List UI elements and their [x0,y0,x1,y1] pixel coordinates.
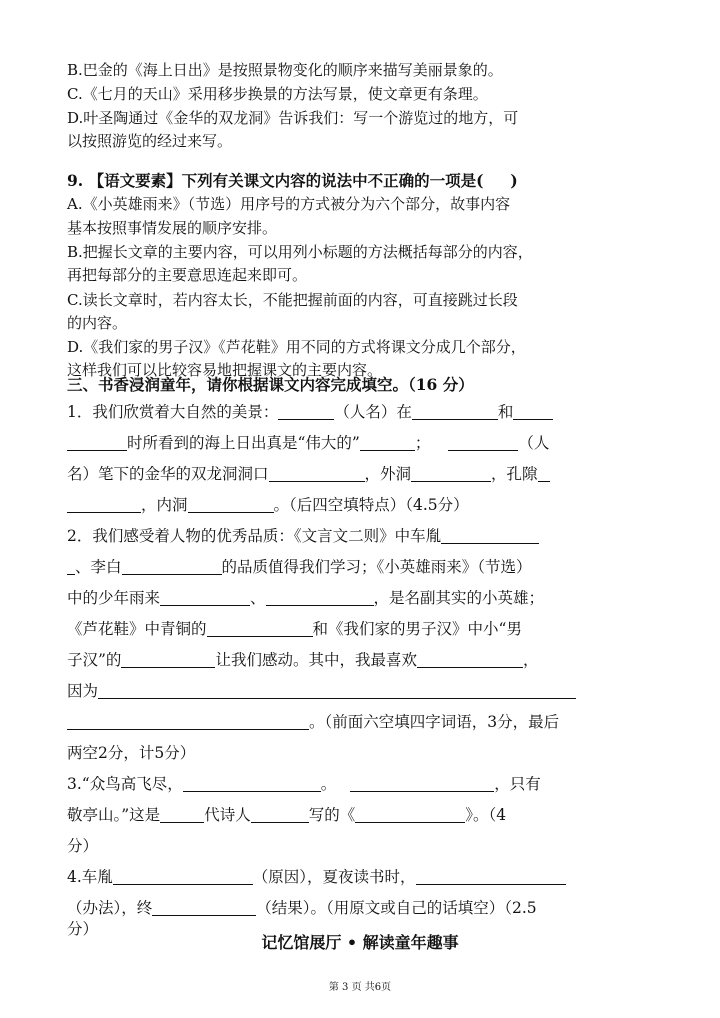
fill-q4-line2: （办法），终 （结果）。（用原文或自己的话填空）（2.5 [67,899,537,917]
blank[interactable] [412,403,498,420]
blank[interactable] [448,434,518,451]
fill-q2-line5: 子汉”的 让我们感动。其中，我最喜欢 ， [67,651,539,669]
fill-q4-line1: 4.车胤 （原因），夏夜读书时， [67,866,667,888]
option-d-prev: D.叶圣陶通过《金华的双龙洞》告诉我们：写一个游览过的地方，可 [67,109,519,127]
fill-q2-line4: 《芦花鞋》中青铜的 和《我们家的男子汉》中小“男 [67,620,522,638]
blank[interactable] [152,899,256,916]
blank[interactable] [160,806,204,823]
fill-q1-line4: ，内洞 。（后四空填特点）（4.5分） [67,494,667,516]
blank[interactable] [183,775,321,792]
q9-option-a: A.《小英雄雨来》（节选）用序号的方式被分为六个部分，故事内容 [67,195,511,213]
blank[interactable] [67,496,141,513]
blank[interactable] [67,434,127,451]
blank[interactable] [513,403,553,420]
fill-q2-line3: 中的少年雨来 、 ，是名副其实的小英雄； [67,589,545,607]
section3-heading: 三、书香浸润童年，请你根据课文内容完成填空。（16 分） [67,375,474,394]
blank[interactable] [160,589,250,606]
option-d-prev-cont: 以按照游览的经过来写。 [67,132,233,150]
fill-q1-line3: 名）笔下的金华的双龙洞洞口 ，外洞 ，孔隙 [67,463,667,485]
fill-q2-line6: 因为 [67,680,667,702]
blank[interactable] [121,651,215,668]
q9-title: 9. 【语文要素】下列有关课文内容的说法中不正确的一项是( ) [67,171,518,190]
blank[interactable] [251,806,309,823]
fill-q4-line3: 分） [67,920,99,938]
blank[interactable] [122,558,222,575]
fill-q1-line1: 1．我们欣赏着大自然的美景： （人名）在 和 [67,401,667,423]
blank[interactable] [98,682,576,699]
fill-q2-line1: 2．我们感受着人物的优秀品质：《文言文二则》中车胤 [67,525,667,547]
blank[interactable] [266,589,374,606]
fill-q1-line2: 时所看到的海上日出真是“伟大的” ； （人 [67,432,667,454]
q9-option-a-cont: 基本按照事情发展的顺序安排。 [67,219,278,237]
section-footer-title: 记忆馆展厅 • 解读童年趣事 [261,933,459,952]
blank[interactable] [188,496,274,513]
blank[interactable] [355,806,465,823]
page-number: 第 3 页 共6页 [328,982,392,993]
q9-option-c-cont: 的内容。 [67,314,128,332]
fill-q3-line2: 敬亭山。”这是 代诗人 写的《 》。（4 [67,806,507,824]
q9-option-c: C.读长文章时，若内容太长，不能把握前面的内容，可直接跳过长段 [67,291,518,309]
q9-option-b-cont: 再把每部分的主要意思连起来即可。 [67,266,308,284]
fill-q3-line3: 分） [67,837,99,855]
fill-q2-line2: 、李白 的品质值得我们学习；《小英雄雨来》（节选） [67,556,667,578]
q9-option-b: B.把握长文章的主要内容，可以用列小标题的方法概括每部分的内容， [67,243,533,261]
fill-q3-line1: 3.“众鸟高飞尽， 。 ，只有 [67,775,541,793]
blank[interactable] [67,558,75,575]
blank[interactable] [113,868,253,885]
blank[interactable] [538,465,550,482]
blank[interactable] [416,868,566,885]
fill-q2-line8: 两空2分，计5分） [67,744,196,762]
option-c-prev: C.《七月的天山》采用移步换景的方法写景，使文章更有条理。 [67,85,488,103]
blank[interactable] [360,434,415,451]
blank[interactable] [350,775,494,792]
option-b-prev: B.巴金的《海上日出》是按照景物变化的顺序来描写美丽景象的。 [67,61,503,79]
blank[interactable] [441,527,539,544]
blank[interactable] [269,465,365,482]
q9-option-d-cont: 这样我们可以比较容易地把握课文的主要内容。 [67,361,383,379]
q9-option-d: D.《我们家的男子汉》《芦花鞋》用不同的方式将课文分成几个部分， [67,338,526,356]
blank[interactable] [278,403,334,420]
blank[interactable] [67,713,309,730]
blank[interactable] [417,651,523,668]
blank[interactable] [207,620,313,637]
blank[interactable] [411,465,491,482]
fill-q2-line7: 。（前面六空填四字词语，3分，最后 [67,711,667,733]
